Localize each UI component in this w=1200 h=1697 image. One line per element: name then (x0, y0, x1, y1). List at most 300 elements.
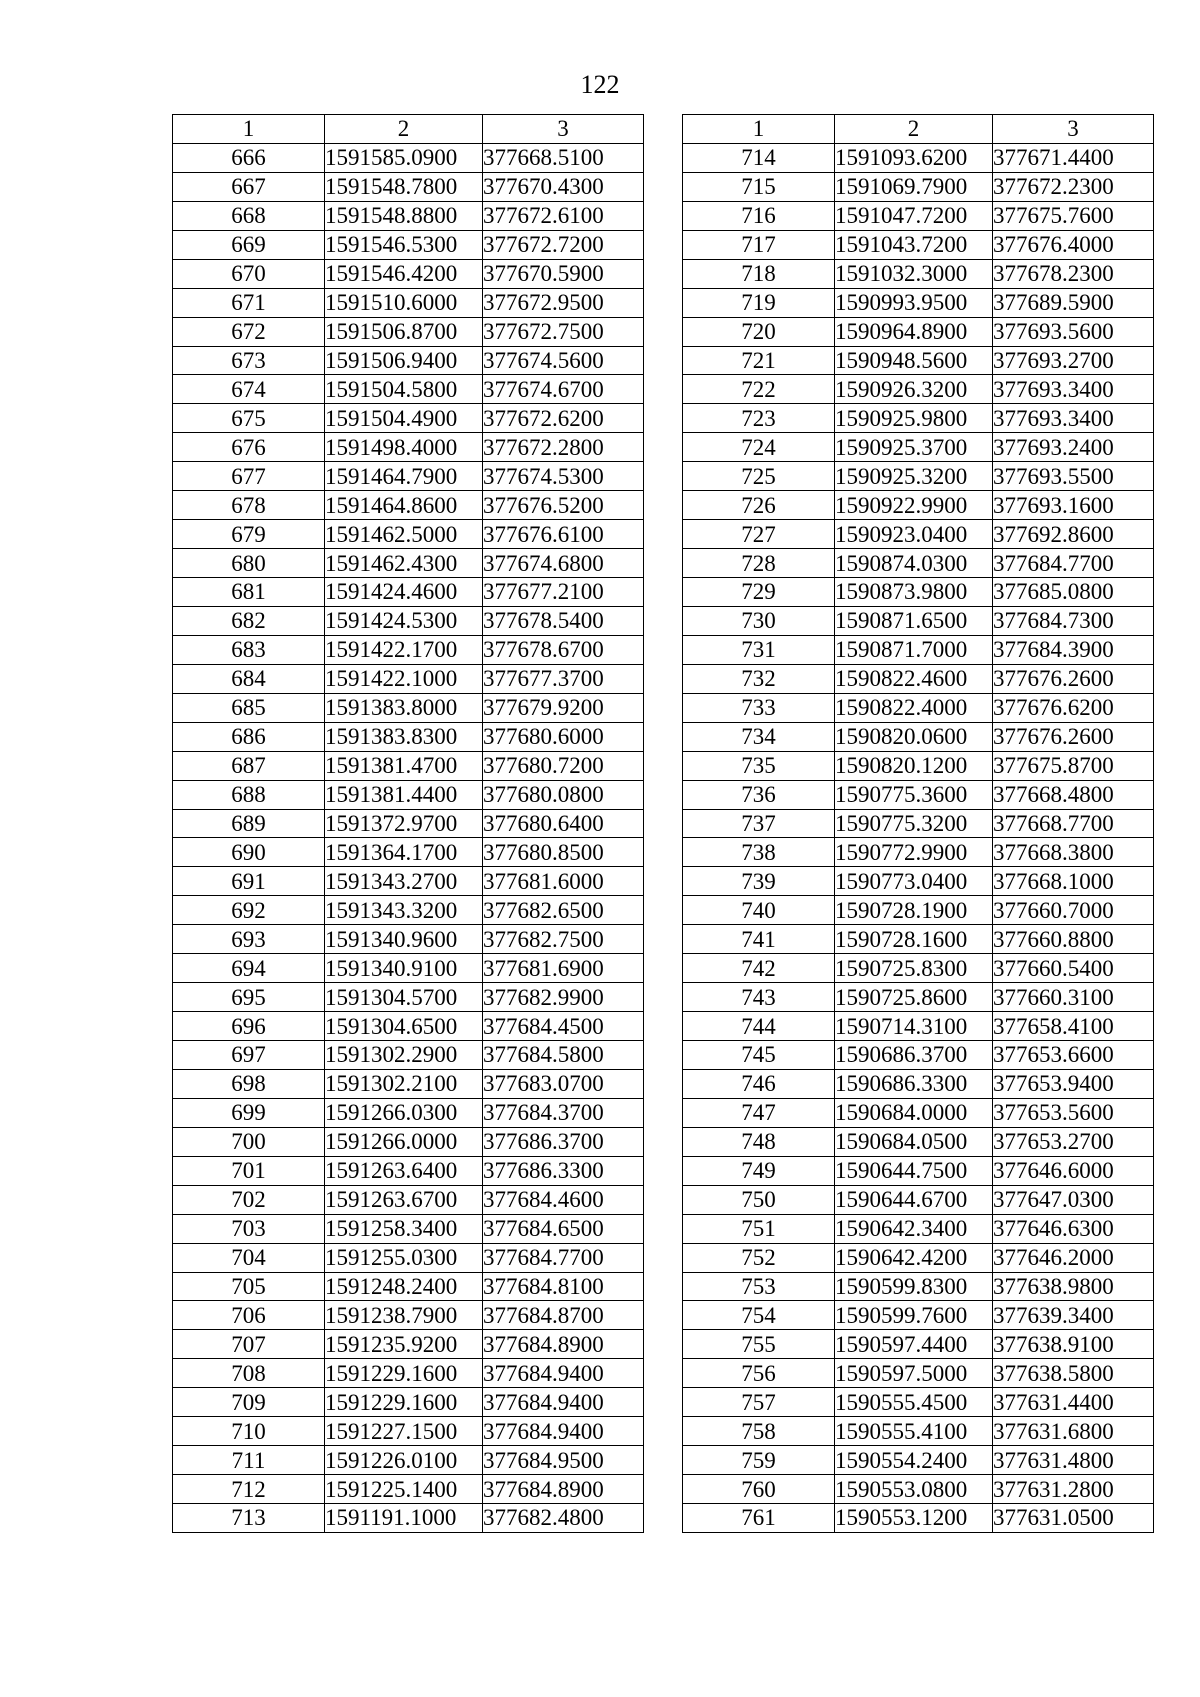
y-coordinate-cell: 377671.4400 (993, 143, 1154, 172)
y-coordinate-cell: 377639.3400 (993, 1301, 1154, 1330)
table-row (683, 954, 1154, 983)
point-number-cell: 668 (173, 201, 325, 230)
table-row (173, 1156, 644, 1185)
table-row (173, 201, 644, 230)
table-row (683, 1041, 1154, 1070)
point-number-cell: 710 (173, 1417, 325, 1446)
point-number-cell: 761 (683, 1504, 835, 1533)
point-number-cell: 738 (683, 838, 835, 867)
point-number-cell: 747 (683, 1098, 835, 1127)
y-coordinate-cell: 377684.4500 (483, 1012, 644, 1041)
table-row (683, 578, 1154, 607)
x-coordinate-cell: 1590597.5000 (835, 1359, 993, 1388)
x-coordinate-cell: 1591464.7900 (325, 462, 483, 491)
point-number-cell: 711 (173, 1446, 325, 1475)
y-coordinate-cell: 377672.2300 (993, 172, 1154, 201)
column-header-x: 2 (835, 115, 993, 144)
y-coordinate-cell: 377668.1000 (993, 867, 1154, 896)
x-coordinate-cell: 1591381.4400 (325, 780, 483, 809)
table-row (173, 896, 644, 925)
point-number-cell: 737 (683, 809, 835, 838)
table-row (683, 433, 1154, 462)
x-coordinate-cell: 1590684.0500 (835, 1127, 993, 1156)
table-row (683, 1330, 1154, 1359)
table-row (173, 462, 644, 491)
y-coordinate-cell: 377653.5600 (993, 1098, 1154, 1127)
y-coordinate-cell: 377672.9500 (483, 288, 644, 317)
x-coordinate-cell: 1590871.6500 (835, 606, 993, 635)
point-number-cell: 691 (173, 867, 325, 896)
table-row (173, 520, 644, 549)
page-number: 122 (580, 70, 620, 99)
x-coordinate-cell: 1591424.5300 (325, 606, 483, 635)
x-coordinate-cell: 1590555.4100 (835, 1417, 993, 1446)
table-row (173, 1127, 644, 1156)
y-coordinate-cell: 377670.4300 (483, 172, 644, 201)
table-row (683, 780, 1154, 809)
table-row (173, 230, 644, 259)
point-number-cell: 692 (173, 896, 325, 925)
point-number-cell: 680 (173, 549, 325, 578)
y-coordinate-cell: 377638.5800 (993, 1359, 1154, 1388)
column-header-number: 1 (683, 115, 835, 144)
x-coordinate-cell: 1591364.1700 (325, 838, 483, 867)
table-row (173, 1185, 644, 1214)
table-row (683, 1098, 1154, 1127)
point-number-cell: 750 (683, 1185, 835, 1214)
point-number-cell: 744 (683, 1012, 835, 1041)
point-number-cell: 674 (173, 375, 325, 404)
table-row (683, 172, 1154, 201)
table-row (173, 1504, 644, 1533)
x-coordinate-cell: 1590644.7500 (835, 1156, 993, 1185)
x-coordinate-cell: 1591032.3000 (835, 259, 993, 288)
x-coordinate-cell: 1590775.3600 (835, 780, 993, 809)
table-row (683, 520, 1154, 549)
x-coordinate-cell: 1590775.3200 (835, 809, 993, 838)
point-number-cell: 745 (683, 1041, 835, 1070)
x-coordinate-cell: 1591248.2400 (325, 1272, 483, 1301)
y-coordinate-cell: 377684.8900 (483, 1330, 644, 1359)
x-coordinate-cell: 1591546.5300 (325, 230, 483, 259)
x-coordinate-cell: 1590820.1200 (835, 751, 993, 780)
x-coordinate-cell: 1590725.8600 (835, 983, 993, 1012)
point-number-cell: 685 (173, 693, 325, 722)
y-coordinate-cell: 377676.4000 (993, 230, 1154, 259)
y-coordinate-cell: 377647.0300 (993, 1185, 1154, 1214)
point-number-cell: 746 (683, 1069, 835, 1098)
point-number-cell: 748 (683, 1127, 835, 1156)
x-coordinate-cell: 1590822.4000 (835, 693, 993, 722)
point-number-cell: 676 (173, 433, 325, 462)
x-coordinate-cell: 1591227.1500 (325, 1417, 483, 1446)
y-coordinate-cell: 377684.9400 (483, 1417, 644, 1446)
table-row (683, 491, 1154, 520)
y-coordinate-cell: 377686.3700 (483, 1127, 644, 1156)
x-coordinate-cell: 1591504.5800 (325, 375, 483, 404)
point-number-cell: 721 (683, 346, 835, 375)
table-row (173, 143, 644, 172)
table-row (173, 722, 644, 751)
y-coordinate-cell: 377680.6000 (483, 722, 644, 751)
table-row (173, 664, 644, 693)
y-coordinate-cell: 377677.3700 (483, 664, 644, 693)
column-header-y: 3 (483, 115, 644, 144)
x-coordinate-cell: 1590642.4200 (835, 1243, 993, 1272)
point-number-cell: 739 (683, 867, 835, 896)
x-coordinate-cell: 1591383.8000 (325, 693, 483, 722)
table-row (683, 867, 1154, 896)
x-coordinate-cell: 1590644.6700 (835, 1185, 993, 1214)
point-number-cell: 741 (683, 925, 835, 954)
point-number-cell: 713 (173, 1504, 325, 1533)
table-row (683, 288, 1154, 317)
y-coordinate-cell: 377677.2100 (483, 578, 644, 607)
table-row (683, 838, 1154, 867)
y-coordinate-cell: 377680.7200 (483, 751, 644, 780)
y-coordinate-cell: 377672.7500 (483, 317, 644, 346)
y-coordinate-cell: 377646.6000 (993, 1156, 1154, 1185)
x-coordinate-cell: 1591229.1600 (325, 1359, 483, 1388)
point-number-cell: 705 (173, 1272, 325, 1301)
table-row (173, 375, 644, 404)
y-coordinate-cell: 377693.5600 (993, 317, 1154, 346)
y-coordinate-cell: 377684.9400 (483, 1388, 644, 1417)
point-number-cell: 740 (683, 896, 835, 925)
table-row (683, 925, 1154, 954)
point-number-cell: 670 (173, 259, 325, 288)
y-coordinate-cell: 377684.7700 (483, 1243, 644, 1272)
y-coordinate-cell: 377638.9800 (993, 1272, 1154, 1301)
x-coordinate-cell: 1591047.7200 (835, 201, 993, 230)
y-coordinate-cell: 377660.3100 (993, 983, 1154, 1012)
point-number-cell: 679 (173, 520, 325, 549)
y-coordinate-cell: 377693.1600 (993, 491, 1154, 520)
x-coordinate-cell: 1590684.0000 (835, 1098, 993, 1127)
point-number-cell: 728 (683, 549, 835, 578)
x-coordinate-cell: 1590728.1900 (835, 896, 993, 925)
x-coordinate-cell: 1590728.1600 (835, 925, 993, 954)
point-number-cell: 714 (683, 143, 835, 172)
point-number-cell: 716 (683, 201, 835, 230)
point-number-cell: 729 (683, 578, 835, 607)
table-row (173, 809, 644, 838)
table-row (173, 1388, 644, 1417)
y-coordinate-cell: 377658.4100 (993, 1012, 1154, 1041)
table-row (173, 259, 644, 288)
y-coordinate-cell: 377693.3400 (993, 404, 1154, 433)
y-coordinate-cell: 377672.6200 (483, 404, 644, 433)
y-coordinate-cell: 377674.6800 (483, 549, 644, 578)
y-coordinate-cell: 377684.8100 (483, 1272, 644, 1301)
y-coordinate-cell: 377660.8800 (993, 925, 1154, 954)
point-number-cell: 695 (173, 983, 325, 1012)
x-coordinate-cell: 1590926.3200 (835, 375, 993, 404)
y-coordinate-cell: 377680.0800 (483, 780, 644, 809)
table-row (173, 1330, 644, 1359)
x-coordinate-cell: 1590925.3200 (835, 462, 993, 491)
y-coordinate-cell: 377646.6300 (993, 1214, 1154, 1243)
y-coordinate-cell: 377653.9400 (993, 1069, 1154, 1098)
table-row (173, 1243, 644, 1272)
y-coordinate-cell: 377684.5800 (483, 1041, 644, 1070)
x-coordinate-cell: 1590599.8300 (835, 1272, 993, 1301)
y-coordinate-cell: 377672.2800 (483, 433, 644, 462)
table-row (683, 549, 1154, 578)
y-coordinate-cell: 377684.3900 (993, 635, 1154, 664)
y-coordinate-cell: 377683.0700 (483, 1069, 644, 1098)
point-number-cell: 742 (683, 954, 835, 983)
x-coordinate-cell: 1591548.7800 (325, 172, 483, 201)
x-coordinate-cell: 1591506.8700 (325, 317, 483, 346)
y-coordinate-cell: 377638.9100 (993, 1330, 1154, 1359)
y-coordinate-cell: 377653.2700 (993, 1127, 1154, 1156)
x-coordinate-cell: 1591383.8300 (325, 722, 483, 751)
point-number-cell: 688 (173, 780, 325, 809)
x-coordinate-cell: 1590554.2400 (835, 1446, 993, 1475)
x-coordinate-cell: 1591372.9700 (325, 809, 483, 838)
point-number-cell: 719 (683, 288, 835, 317)
x-coordinate-cell: 1591424.4600 (325, 578, 483, 607)
y-coordinate-cell: 377668.5100 (483, 143, 644, 172)
x-coordinate-cell: 1590925.9800 (835, 404, 993, 433)
x-coordinate-cell: 1590993.9500 (835, 288, 993, 317)
x-coordinate-cell: 1590922.9900 (835, 491, 993, 520)
point-number-cell: 672 (173, 317, 325, 346)
point-number-cell: 727 (683, 520, 835, 549)
table-row (683, 635, 1154, 664)
point-number-cell: 698 (173, 1069, 325, 1098)
point-number-cell: 690 (173, 838, 325, 867)
y-coordinate-cell: 377631.6800 (993, 1417, 1154, 1446)
x-coordinate-cell: 1591506.9400 (325, 346, 483, 375)
x-coordinate-cell: 1591340.9600 (325, 925, 483, 954)
table-row (173, 1475, 644, 1504)
x-coordinate-cell: 1591504.4900 (325, 404, 483, 433)
x-coordinate-cell: 1591546.4200 (325, 259, 483, 288)
table-row (683, 317, 1154, 346)
table-row (173, 838, 644, 867)
y-coordinate-cell: 377684.7300 (993, 606, 1154, 635)
y-coordinate-cell: 377681.6900 (483, 954, 644, 983)
table-row (683, 809, 1154, 838)
y-coordinate-cell: 377668.7700 (993, 809, 1154, 838)
point-number-cell: 682 (173, 606, 325, 635)
point-number-cell: 756 (683, 1359, 835, 1388)
y-coordinate-cell: 377684.3700 (483, 1098, 644, 1127)
table-row (173, 1446, 644, 1475)
table-row (173, 1417, 644, 1446)
y-coordinate-cell: 377684.9400 (483, 1359, 644, 1388)
table-row (173, 491, 644, 520)
x-coordinate-cell: 1591422.1700 (325, 635, 483, 664)
y-coordinate-cell: 377682.7500 (483, 925, 644, 954)
y-coordinate-cell: 377668.3800 (993, 838, 1154, 867)
table-row (683, 606, 1154, 635)
coordinates-table-right (682, 114, 1154, 1533)
y-coordinate-cell: 377668.4800 (993, 780, 1154, 809)
point-number-cell: 675 (173, 404, 325, 433)
point-number-cell: 722 (683, 375, 835, 404)
table-row (173, 1359, 644, 1388)
point-number-cell: 733 (683, 693, 835, 722)
y-coordinate-cell: 377692.8600 (993, 520, 1154, 549)
table-row (173, 172, 644, 201)
x-coordinate-cell: 1591585.0900 (325, 143, 483, 172)
point-number-cell: 687 (173, 751, 325, 780)
table-row (683, 1127, 1154, 1156)
y-coordinate-cell: 377693.2700 (993, 346, 1154, 375)
y-coordinate-cell: 377684.8700 (483, 1301, 644, 1330)
table-row (683, 1359, 1154, 1388)
x-coordinate-cell: 1591238.7900 (325, 1301, 483, 1330)
table-row (173, 1214, 644, 1243)
y-coordinate-cell: 377684.8900 (483, 1475, 644, 1504)
x-coordinate-cell: 1590555.4500 (835, 1388, 993, 1417)
y-coordinate-cell: 377684.9500 (483, 1446, 644, 1475)
x-coordinate-cell: 1591226.0100 (325, 1446, 483, 1475)
table-row (173, 1012, 644, 1041)
x-coordinate-cell: 1590964.8900 (835, 317, 993, 346)
x-coordinate-cell: 1591069.7900 (835, 172, 993, 201)
point-number-cell: 734 (683, 722, 835, 751)
table-row (683, 1301, 1154, 1330)
column-header-number: 1 (173, 115, 325, 144)
point-number-cell: 754 (683, 1301, 835, 1330)
table-row (683, 896, 1154, 925)
x-coordinate-cell: 1590923.0400 (835, 520, 993, 549)
table-row (173, 549, 644, 578)
point-number-cell: 758 (683, 1417, 835, 1446)
table-row (683, 462, 1154, 491)
table-row (173, 983, 644, 1012)
table-row (173, 578, 644, 607)
point-number-cell: 755 (683, 1330, 835, 1359)
x-coordinate-cell: 1590873.9800 (835, 578, 993, 607)
table-row (173, 867, 644, 896)
table-row (173, 1069, 644, 1098)
y-coordinate-cell: 377676.2600 (993, 664, 1154, 693)
x-coordinate-cell: 1590820.0600 (835, 722, 993, 751)
table-row (173, 606, 644, 635)
point-number-cell: 678 (173, 491, 325, 520)
table-row (173, 1041, 644, 1070)
table-row (683, 1388, 1154, 1417)
table-row (173, 954, 644, 983)
x-coordinate-cell: 1591462.4300 (325, 549, 483, 578)
y-coordinate-cell: 377631.0500 (993, 1504, 1154, 1533)
y-coordinate-cell: 377672.7200 (483, 230, 644, 259)
x-coordinate-cell: 1591304.5700 (325, 983, 483, 1012)
point-number-cell: 709 (173, 1388, 325, 1417)
x-coordinate-cell: 1590874.0300 (835, 549, 993, 578)
x-coordinate-cell: 1590686.3700 (835, 1041, 993, 1070)
x-coordinate-cell: 1590871.7000 (835, 635, 993, 664)
y-coordinate-cell: 377693.2400 (993, 433, 1154, 462)
point-number-cell: 731 (683, 635, 835, 664)
x-coordinate-cell: 1590553.1200 (835, 1504, 993, 1533)
table-row (173, 925, 644, 954)
point-number-cell: 694 (173, 954, 325, 983)
point-number-cell: 697 (173, 1041, 325, 1070)
x-coordinate-cell: 1591343.2700 (325, 867, 483, 896)
table-row (683, 722, 1154, 751)
point-number-cell: 743 (683, 983, 835, 1012)
x-coordinate-cell: 1591302.2900 (325, 1041, 483, 1070)
table-row (683, 201, 1154, 230)
coordinates-table-left (172, 114, 644, 1533)
x-coordinate-cell: 1591191.1000 (325, 1504, 483, 1533)
y-coordinate-cell: 377680.8500 (483, 838, 644, 867)
table-row (683, 143, 1154, 172)
x-coordinate-cell: 1590714.3100 (835, 1012, 993, 1041)
y-coordinate-cell: 377660.5400 (993, 954, 1154, 983)
table-row (173, 780, 644, 809)
point-number-cell: 696 (173, 1012, 325, 1041)
x-coordinate-cell: 1591381.4700 (325, 751, 483, 780)
point-number-cell: 703 (173, 1214, 325, 1243)
y-coordinate-cell: 377672.6100 (483, 201, 644, 230)
table-row (683, 1156, 1154, 1185)
y-coordinate-cell: 377675.8700 (993, 751, 1154, 780)
x-coordinate-cell: 1591266.0300 (325, 1098, 483, 1127)
point-number-cell: 708 (173, 1359, 325, 1388)
table-row (173, 635, 644, 664)
x-coordinate-cell: 1591462.5000 (325, 520, 483, 549)
x-coordinate-cell: 1590642.3400 (835, 1214, 993, 1243)
x-coordinate-cell: 1591548.8800 (325, 201, 483, 230)
point-number-cell: 702 (173, 1185, 325, 1214)
point-number-cell: 667 (173, 172, 325, 201)
y-coordinate-cell: 377674.5300 (483, 462, 644, 491)
y-coordinate-cell: 377675.7600 (993, 201, 1154, 230)
table-row (683, 1272, 1154, 1301)
y-coordinate-cell: 377682.9900 (483, 983, 644, 1012)
y-coordinate-cell: 377653.6600 (993, 1041, 1154, 1070)
y-coordinate-cell: 377684.6500 (483, 1214, 644, 1243)
table-row (173, 693, 644, 722)
point-number-cell: 724 (683, 433, 835, 462)
table-row (683, 983, 1154, 1012)
table-row (683, 693, 1154, 722)
y-coordinate-cell: 377678.5400 (483, 606, 644, 635)
point-number-cell: 725 (683, 462, 835, 491)
x-coordinate-cell: 1590772.9900 (835, 838, 993, 867)
point-number-cell: 699 (173, 1098, 325, 1127)
x-coordinate-cell: 1591464.8600 (325, 491, 483, 520)
table-row (173, 317, 644, 346)
point-number-cell: 735 (683, 751, 835, 780)
column-header-y: 3 (993, 115, 1154, 144)
table-row (683, 375, 1154, 404)
y-coordinate-cell: 377680.6400 (483, 809, 644, 838)
x-coordinate-cell: 1590553.0800 (835, 1475, 993, 1504)
x-coordinate-cell: 1591263.6700 (325, 1185, 483, 1214)
point-number-cell: 683 (173, 635, 325, 664)
point-number-cell: 720 (683, 317, 835, 346)
point-number-cell: 666 (173, 143, 325, 172)
y-coordinate-cell: 377670.5900 (483, 259, 644, 288)
x-coordinate-cell: 1591258.3400 (325, 1214, 483, 1243)
x-coordinate-cell: 1590925.3700 (835, 433, 993, 462)
point-number-cell: 726 (683, 491, 835, 520)
point-number-cell: 701 (173, 1156, 325, 1185)
point-number-cell: 677 (173, 462, 325, 491)
table-row (683, 1446, 1154, 1475)
point-number-cell: 736 (683, 780, 835, 809)
table-row (683, 751, 1154, 780)
table-row (173, 433, 644, 462)
